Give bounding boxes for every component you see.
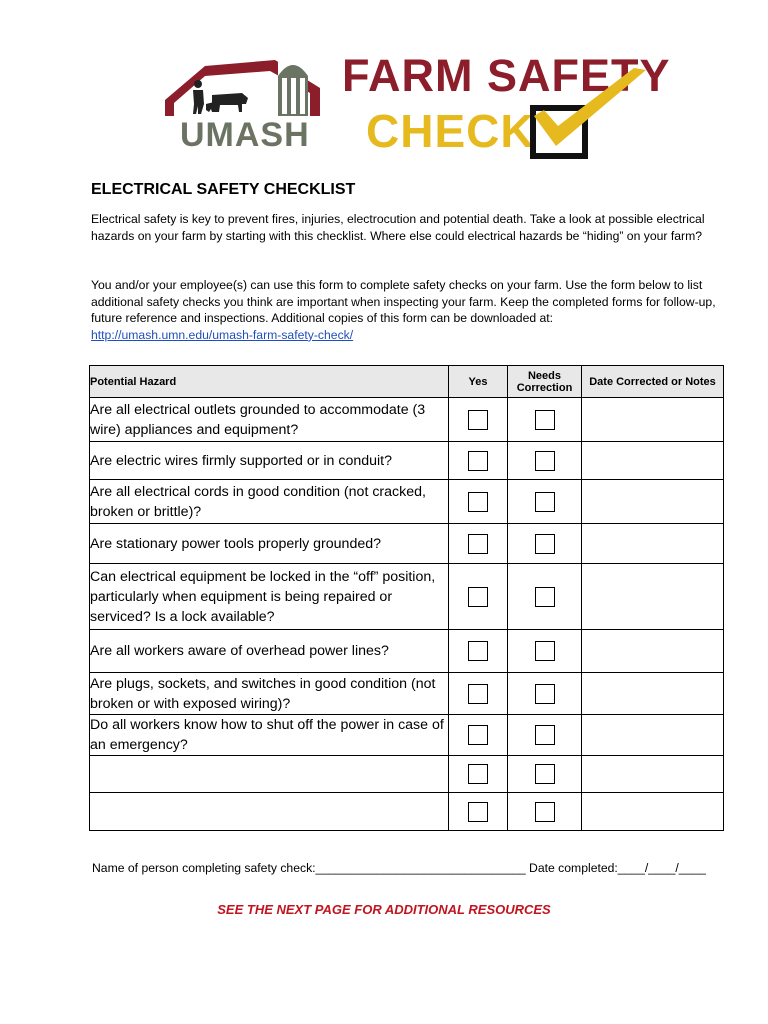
needs-correction-checkbox[interactable] bbox=[535, 764, 555, 784]
yes-checkbox[interactable] bbox=[468, 802, 488, 822]
notes-cell[interactable] bbox=[582, 630, 724, 673]
notes-cell[interactable] bbox=[582, 756, 724, 793]
yes-checkbox[interactable] bbox=[468, 641, 488, 661]
needs-correction-checkbox[interactable] bbox=[535, 534, 555, 554]
yes-checkbox[interactable] bbox=[468, 764, 488, 784]
intro-paragraph: Electrical safety is key to prevent fires, injuries, electrocution and potential death. Take a look at possible electrical hazards on your farm by starting with this checklist. Where else could electrical hazards be “hiding” on your farm? bbox=[91, 212, 705, 243]
table-row bbox=[90, 398, 724, 442]
instructions-paragraph bbox=[91, 277, 717, 343]
notes-cell[interactable] bbox=[582, 480, 724, 524]
completion-signature-line[interactable]: Name of person completing safety check:_______________________________ Date completed:____/____/____ bbox=[92, 861, 706, 875]
hazard-question: Are all electrical outlets grounded to accommodate (3 wire) appliances and equipment? bbox=[90, 398, 449, 442]
table-header-row bbox=[90, 366, 724, 398]
hazard-question-blank[interactable] bbox=[90, 756, 449, 793]
needs-correction-checkbox[interactable] bbox=[535, 802, 555, 822]
hazard-question: Do all workers know how to shut off the power in case of an emergency? bbox=[90, 715, 449, 756]
needs-correction-checkbox[interactable] bbox=[535, 451, 555, 471]
notes-cell[interactable] bbox=[582, 715, 724, 756]
notes-cell[interactable] bbox=[582, 524, 724, 564]
hazard-checklist-table bbox=[89, 365, 724, 831]
table-row bbox=[90, 480, 724, 524]
farm-safety-wordmark: FARM SAFETY bbox=[342, 50, 671, 101]
hazard-question: Are electric wires firmly supported or in conduit? bbox=[90, 442, 449, 480]
checklist-title: ELECTRICAL SAFETY CHECKLIST bbox=[91, 181, 356, 198]
header-yes: Yes bbox=[449, 366, 508, 398]
header-needs-correction: Needs Correction bbox=[508, 366, 582, 398]
page-header bbox=[160, 48, 671, 163]
notes-cell[interactable] bbox=[582, 564, 724, 630]
yes-checkbox[interactable] bbox=[468, 451, 488, 471]
header-potential-hazard: Potential Hazard bbox=[90, 366, 449, 398]
yes-checkbox[interactable] bbox=[468, 684, 488, 704]
instructions-text: You and/or your employee(s) can use this form to complete safety checks on your farm. Use the form below to list additional safety checks you think are important when inspecting your farm. Keep the completed forms for follow-up, future reference and inspections. Additional copies of this form can be downloaded at: bbox=[91, 278, 716, 326]
hazard-question: Can electrical equipment be locked in the “off” position, particularly when equipment is being repaired or serviced? Is a lock available? bbox=[90, 564, 449, 630]
hazard-question: Are stationary power tools properly grounded? bbox=[90, 524, 449, 564]
notes-cell[interactable] bbox=[582, 398, 724, 442]
yes-checkbox[interactable] bbox=[468, 410, 488, 430]
yes-checkbox[interactable] bbox=[468, 587, 488, 607]
hazard-question: Are plugs, sockets, and switches in good condition (not broken or with exposed wiring)? bbox=[90, 673, 449, 715]
table-row bbox=[90, 715, 724, 756]
hazard-question: Are all electrical cords in good condition (not cracked, broken or brittle)? bbox=[90, 480, 449, 524]
table-row bbox=[90, 630, 724, 673]
notes-cell[interactable] bbox=[582, 442, 724, 480]
hazard-question: Are all workers aware of overhead power lines? bbox=[90, 630, 449, 673]
hazard-question-blank[interactable] bbox=[90, 793, 449, 831]
table-row bbox=[90, 756, 724, 793]
checkmark-box-icon bbox=[526, 64, 656, 164]
needs-correction-checkbox[interactable] bbox=[535, 684, 555, 704]
needs-correction-checkbox[interactable] bbox=[535, 492, 555, 512]
check-wordmark: CHECK bbox=[366, 105, 535, 157]
table-row bbox=[90, 673, 724, 715]
needs-correction-checkbox[interactable] bbox=[535, 641, 555, 661]
table-row bbox=[90, 793, 724, 831]
needs-correction-checkbox[interactable] bbox=[535, 410, 555, 430]
table-row bbox=[90, 524, 724, 564]
umash-wordmark: UMASH bbox=[180, 116, 310, 154]
yes-checkbox[interactable] bbox=[468, 534, 488, 554]
table-row bbox=[90, 442, 724, 480]
notes-cell[interactable] bbox=[582, 673, 724, 715]
yes-checkbox[interactable] bbox=[468, 725, 488, 745]
needs-correction-checkbox[interactable] bbox=[535, 725, 555, 745]
download-link[interactable]: http://umash.umn.edu/umash-farm-safety-check/ bbox=[91, 327, 354, 342]
needs-correction-checkbox[interactable] bbox=[535, 587, 555, 607]
header-date-notes: Date Corrected or Notes bbox=[582, 366, 724, 398]
notes-cell[interactable] bbox=[582, 793, 724, 831]
table-row bbox=[90, 564, 724, 630]
next-page-notice: SEE THE NEXT PAGE FOR ADDITIONAL RESOURCES bbox=[217, 902, 551, 917]
yes-checkbox[interactable] bbox=[468, 492, 488, 512]
